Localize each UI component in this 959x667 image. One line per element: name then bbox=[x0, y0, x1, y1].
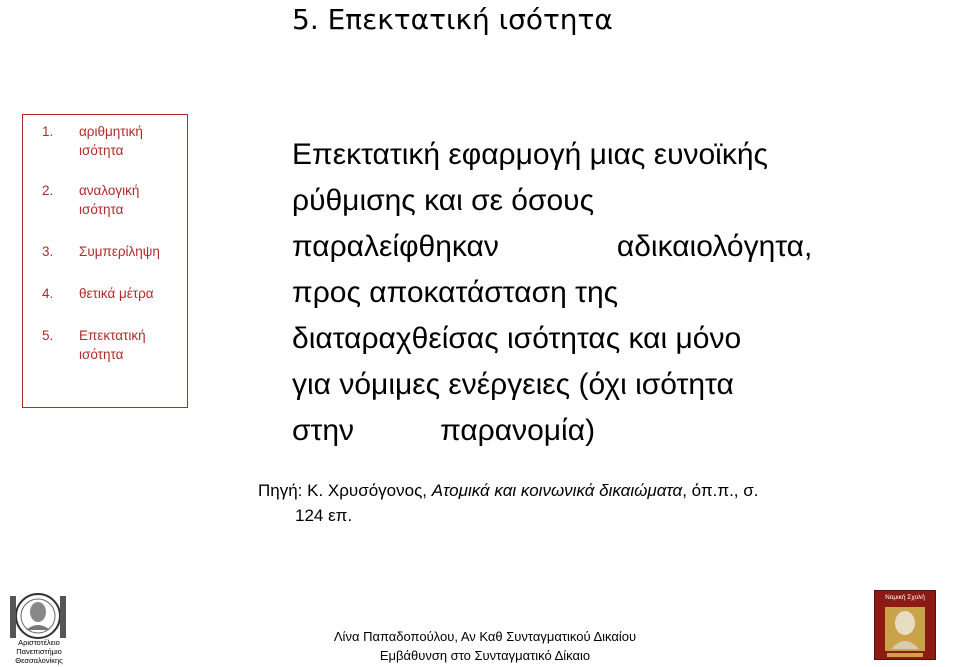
university-name bbox=[4, 638, 74, 665]
text-line: προς αποκατάσταση της bbox=[292, 276, 619, 309]
law-school-logo bbox=[874, 590, 936, 660]
main-text bbox=[292, 132, 892, 454]
slide-title: 5. Επεκτατική ισότητα bbox=[292, 3, 613, 36]
nav-item-label: Συμπερίληψη bbox=[79, 244, 160, 259]
text-line bbox=[292, 224, 892, 270]
nav-item-number: 2. bbox=[42, 183, 54, 198]
text-line: ρύθμισης και σε όσους bbox=[292, 184, 595, 217]
university-seal-icon bbox=[6, 590, 70, 640]
university-name-line: Αριστοτέλειο bbox=[18, 638, 60, 647]
footer-course: Εμβάθυνση στο Συνταγματικό Δίκαιο bbox=[379, 648, 591, 663]
nav-item-label: αναλογική ισότητα bbox=[79, 183, 140, 217]
source-prefix: Πηγή: Κ. Χρυσόγονος, bbox=[258, 481, 432, 500]
footer-author: Λίνα Παπαδοπούλου, Αν Καθ Συνταγματικού Δικαίου bbox=[333, 629, 637, 644]
text-line: διαταραχθείσας ισότητας και μόνο bbox=[292, 322, 742, 355]
source-page: 124 επ. bbox=[295, 506, 353, 525]
source-suffix: , όπ.π., σ. bbox=[682, 481, 759, 500]
footer-credits bbox=[300, 627, 670, 665]
text-line bbox=[292, 408, 892, 454]
source-book-title: Ατομικά και κοινωνικά δικαιώματα bbox=[431, 481, 683, 500]
nav-item-number: 5. bbox=[42, 328, 54, 343]
nav-item-label: θετικά μέτρα bbox=[79, 286, 154, 301]
law-school-logo-text: Νομική Σχολή bbox=[885, 594, 925, 601]
nav-item-label: αριθμητική ισότητα bbox=[79, 124, 143, 158]
university-name-line: Πανεπιστήμιο bbox=[16, 647, 62, 656]
university-name-line: Θεσσαλονίκης bbox=[15, 656, 63, 665]
text-line: Επεκτατική εφαρμογή μιας ευνοϊκής bbox=[292, 138, 768, 171]
text-line: για νόμιμες ενέργειες (όχι ισότητα bbox=[292, 368, 734, 401]
nav-item-number: 3. bbox=[42, 244, 54, 259]
aristotle-bust-icon bbox=[875, 601, 935, 661]
text-part: στην bbox=[292, 414, 355, 447]
text-part: αδικαιολόγητα, bbox=[616, 230, 813, 263]
nav-item-label: Επεκτατική ισότητα bbox=[79, 328, 146, 362]
text-part: παρανομία) bbox=[440, 414, 596, 447]
nav-item-number: 4. bbox=[42, 286, 54, 301]
text-part: παραλείφθηκαν bbox=[292, 230, 499, 263]
source-citation bbox=[258, 478, 898, 528]
nav-item-number: 1. bbox=[42, 124, 54, 139]
source-line bbox=[258, 478, 898, 503]
topic-navigation bbox=[22, 114, 188, 408]
